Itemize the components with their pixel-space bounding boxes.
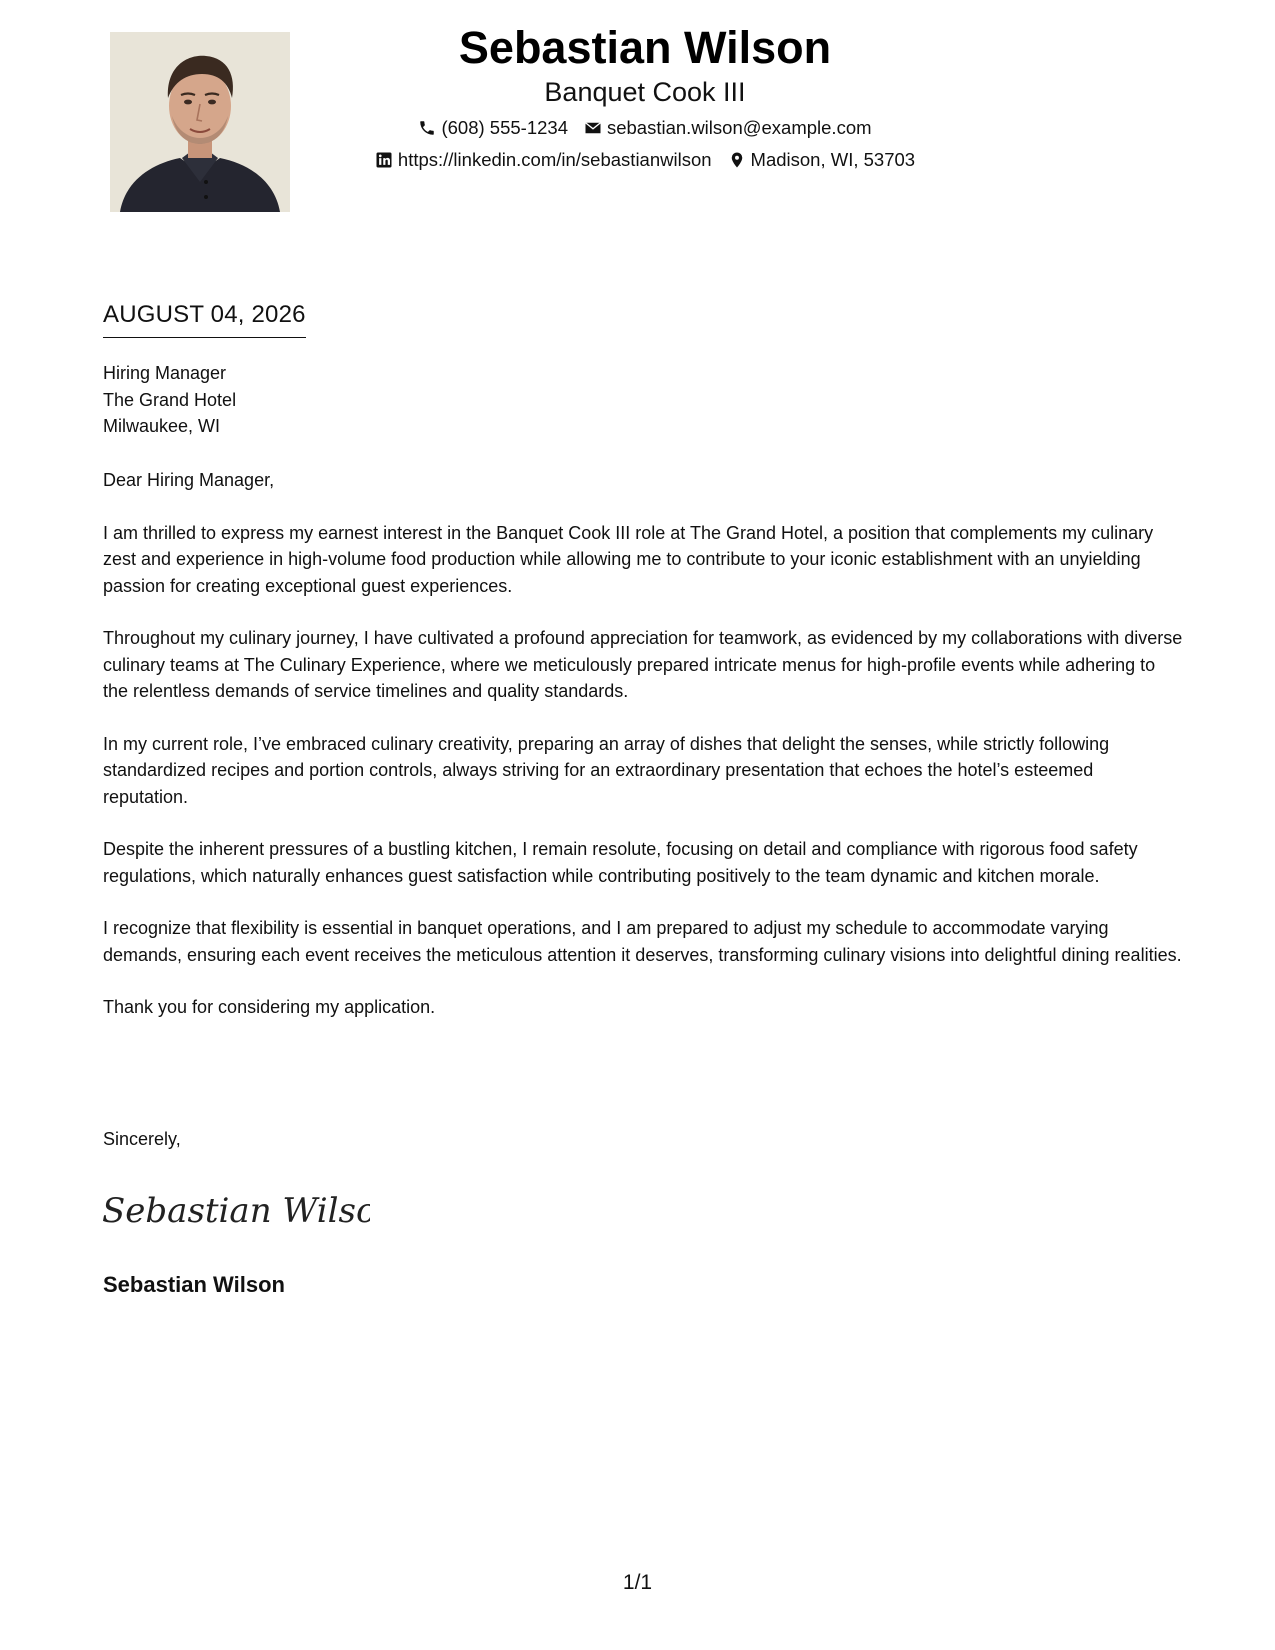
handwritten-signature [100,1178,370,1238]
recipient-block [103,360,236,440]
envelope-icon [584,119,602,137]
location-text: Madison, WI, 53703 [750,149,916,170]
body-paragraph: Thank you for considering my application. [103,997,436,1017]
applicant-title: Banquet Cook III [544,77,746,107]
contact-row-1 [340,116,950,140]
salutation: Dear Hiring Manager, [103,470,275,490]
phone-number: (608) 555-1234 [441,117,568,138]
signature-text: Sebastian Wilson [102,1191,370,1231]
location-contact [728,148,916,172]
recipient-company: The Grand Hotel [103,389,237,410]
contact-row-2 [340,148,950,172]
recipient-name: Hiring Manager [103,363,227,383]
closing: Sincerely, [103,1129,181,1149]
body-paragraph: Despite the inherent pressures of a bustling kitchen, I remain resolute, focusing on detail and compliance with rigorous food safety regulations, which naturally enhances guest satisfaction while contributing positively to the team dynamic and kitchen morale. [103,839,1138,886]
map-pin-icon [728,151,746,169]
letter-date: AUGUST 04, 2026 [103,300,306,338]
email-address[interactable]: sebastian.wilson@example.com [606,117,872,138]
page-number: 1/1 [622,1571,653,1594]
profile-photo [110,32,290,212]
recipient-location: Milwaukee, WI [103,416,221,436]
body-paragraph: I recognize that flexibility is essential in banquet operations, and I am prepared to adjust my schedule to accommodate varying demands, ensuring each event receives the meticulous attention it deserves, transforming culinary visions into delightful dining realities. [103,918,1182,965]
linkedin-icon [375,151,393,169]
letter-body [103,467,1183,1047]
linkedin-contact[interactable] [375,148,712,172]
portrait-image [110,32,290,212]
letter-header [340,20,950,172]
body-paragraph: In my current role, I’ve embraced culinary creativity, preparing an array of dishes that delight the senses, while strictly following standardized recipes and portion controls, always striving for an extraordinary presentation that echoes the hotel’s esteemed reputation. [103,733,1110,807]
applicant-name: Sebastian Wilson [458,22,832,73]
email-contact[interactable] [584,116,872,140]
phone-icon [418,119,436,137]
body-paragraph: Throughout my culinary journey, I have cultivated a profound appreciation for teamwork, as evidenced by my collaborations with diverse culinary teams at The Culinary Experience, where we meticulously prepared intricate menus for high-profile events while adhering to the relentless demands of service timelines and quality standards. [103,628,1183,701]
body-paragraph: I am thrilled to express my earnest interest in the Banquet Cook III role at The Grand Hotel, a position that complements my culinary zest and experience in high-volume food production while allowing me to contribute to your iconic establishment with an unyielding passion for creating exceptional guest experiences. [103,522,1154,596]
signer-name: Sebastian Wilson [103,1272,285,1297]
linkedin-url[interactable]: https://linkedin.com/in/sebastianwilson [397,149,712,170]
phone-contact [418,116,568,140]
